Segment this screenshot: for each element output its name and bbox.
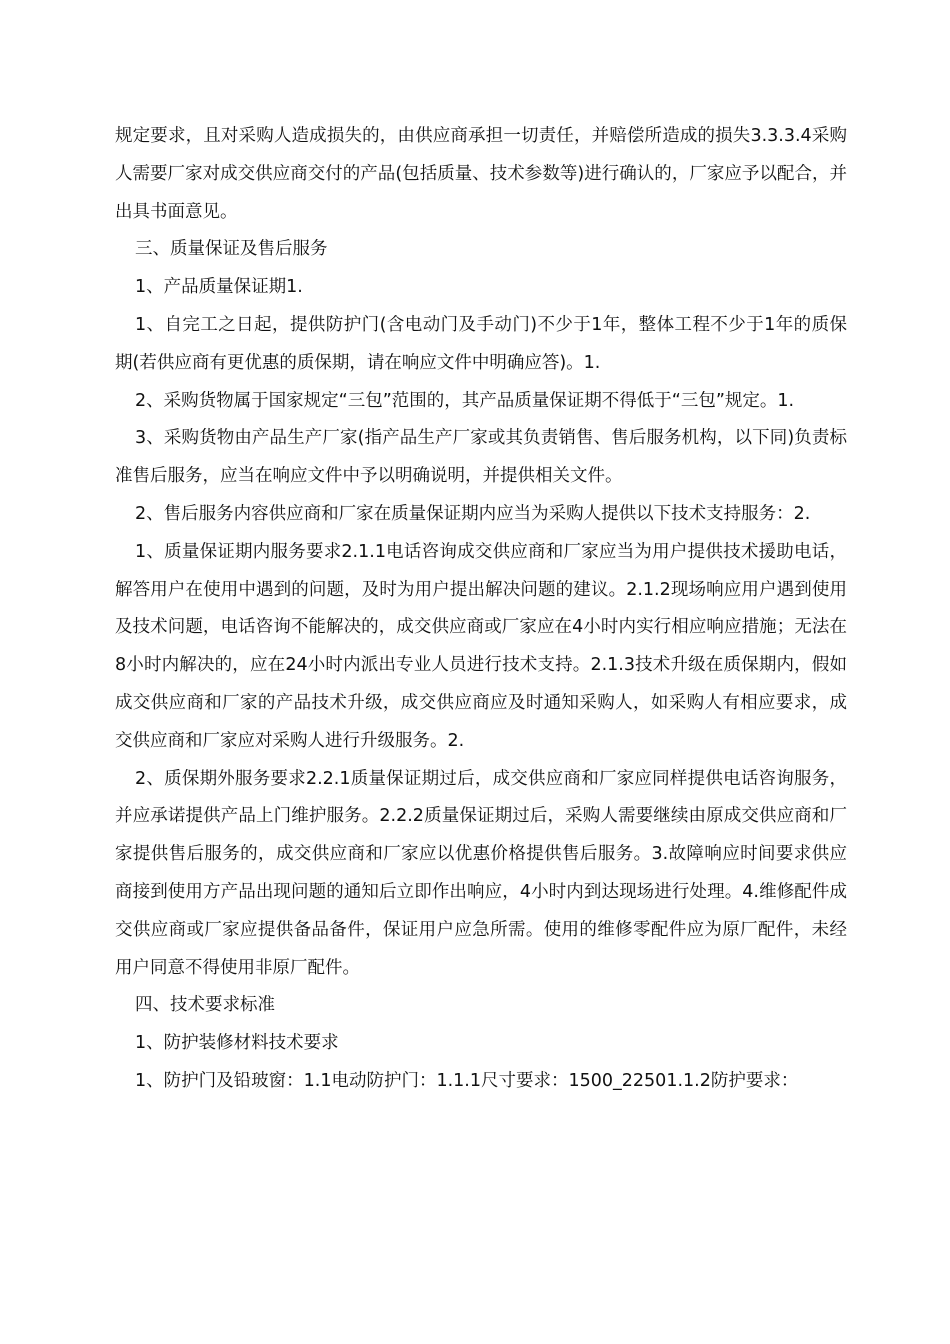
section-heading-technical-standards: 四、技术要求标准 [135,995,275,1016]
paragraph-continuation: 规定要求，且对采购人造成损失的，由供应商承担一切责任，并赔偿所造成的损失3.3.3.4采购人需要厂家对成交供应商交付的产品(包括质量、技术参数等)进行确认的，厂家应予以配合，并出具书面意见。 [115,126,847,222]
subheading-decoration-materials: 1、防护装修材料技术要求 [135,1033,339,1054]
section-heading-quality-service: 三、质量保证及售后服务 [135,239,328,260]
paragraph-manufacturer-service: 3、采购货物由产品生产厂家(指产品生产厂家或其负责销售、售后服务机构，以下同)负责标准售后服务，应当在响应文件中予以明确说明，并提供相关文件。 [115,428,847,487]
paragraph-in-warranty-service: 1、质量保证期内服务要求2.1.1电话咨询成交供应商和厂家应当为用户提供技术援助电话，解答用户在使用中遇到的问题，及时为用户提出解决问题的建议。2.1.2现场响应用户遇到使用及技术问题，电话咨询不能解决的，成交供应商或厂家应在4小时内实行相应响应措施；无法在8小时内解决的，应在24小时内派出专业人员进行技术支持。2.1.3技术升级在质保期内，假如成交供应商和厂家的产品技术升级，成交供应商应及时通知采购人，如采购人有相应要求，成交供应商和厂家应对采购人进行升级服务。2. [115,541,847,751]
paragraph-three-guarantees: 2、采购货物属于国家规定“三包”范围的，其产品质量保证期不得低于“三包”规定。1. [135,390,795,411]
subheading-warranty-period: 1、产品质量保证期1. [135,277,303,298]
paragraph-protective-door: 1、防护门及铅玻窗：1.1电动防护门：1.1.1尺寸要求：1500_22501.1.2防护要求： [135,1070,799,1091]
paragraph-after-sales-content: 2、售后服务内容供应商和厂家在质量保证期内应当为采购人提供以下技术支持服务：2. [135,503,811,524]
paragraph-out-of-warranty-service: 2、质保期外服务要求2.2.1质量保证期过后，成交供应商和厂家应同样提供电话咨询服务，并应承诺提供产品上门维护服务。2.2.2质量保证期过后，采购人需要继续由原成交供应商和厂家提供售后服务的，成交供应商和厂家应以优惠价格提供售后服务。3.故障响应时间要求供应商接到使用方产品出现问题的通知后立即作出响应，4小时内到达现场进行处理。4.维修配件成交供应商或厂家应提供备品备件，保证用户应急所需。使用的维修零配件应为原厂配件，未经用户同意不得使用非原厂配件。 [115,768,847,978]
document-body [115,118,847,1101]
paragraph-warranty-start: 1、自完工之日起，提供防护门(含电动门及手动门)不少于1年，整体工程不少于1年的质保期(若供应商有更优惠的质保期，请在响应文件中明确应答)。1. [115,314,847,373]
